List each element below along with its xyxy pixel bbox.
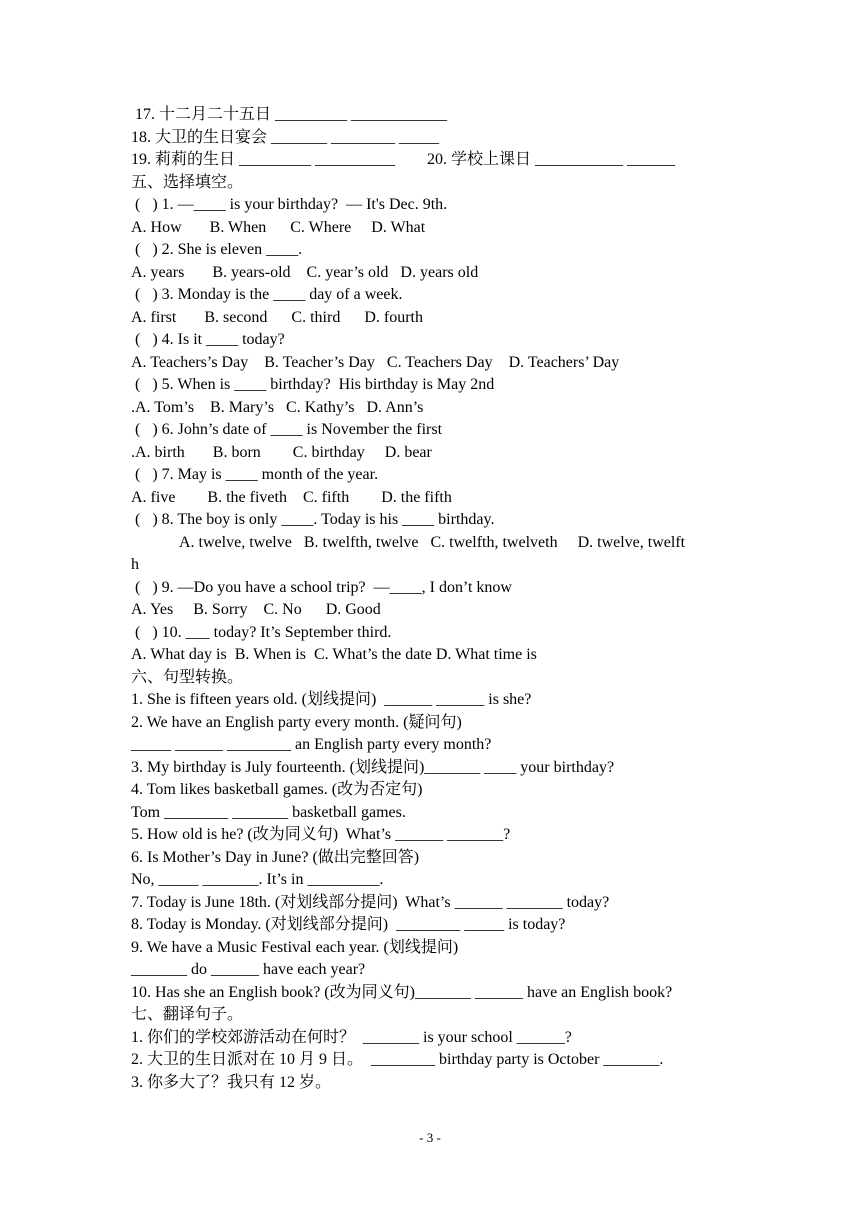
mc-options-4: A. Teachers’s Day B. Teacher’s Day C. Teachers Day D. Teachers’ Day — [131, 353, 620, 371]
transform-7: 7. Today is June 18th. (对划线部分提问) What’s ______ _______ today? — [131, 893, 610, 911]
page-number: - 3 - — [419, 1130, 441, 1145]
mc-question-3: ( ) 3. Monday is the ____ day of a week. — [135, 286, 403, 303]
transform-3: 3. My birthday is July fourteenth. (划线提问)_______ ____ your birthday? — [131, 758, 615, 776]
mc-options-10: A. What day is B. When is C. What’s the date D. What time is — [131, 646, 537, 663]
mc-options-6: .A. birth B. born C. birthday D. bear — [131, 443, 432, 461]
mc-question-9: ( ) 9. —Do you have a school trip? —____, I don’t know — [135, 578, 512, 596]
item-17: 17. 十二月二十五日 _________ ____________ — [135, 106, 448, 123]
transform-2: 2. We have an English party every month. (疑问句) — [131, 713, 462, 731]
transform-9: 9. We have a Music Festival each year. (划线提问) — [131, 938, 459, 956]
translate-3: 3. 你多大了？我只有 12 岁。 — [131, 1073, 332, 1091]
transform-4-answer: Tom ________ _______ basketball games. — [131, 803, 406, 821]
section-7-heading: 七、翻译句子。 — [131, 1006, 244, 1023]
mc-options-1: A. How B. When C. Where D. What — [131, 218, 426, 236]
mc-question-5: ( ) 5. When is ____ birthday? His birthday is May 2nd — [135, 376, 495, 393]
transform-2-answer: _____ ______ ________ an English party every month? — [131, 736, 492, 753]
mc-question-7: ( ) 7. May is ____ month of the year. — [135, 466, 379, 483]
transform-1: 1. She is fifteen years old. (划线提问) ______ ______ is she? — [131, 691, 532, 708]
mc-options-7: A. five B. the fiveth C. fifth D. the fifth — [131, 488, 452, 506]
transform-8: 8. Today is Monday. (对划线部分提问) ________ _____ is today? — [131, 916, 566, 933]
item-19-20: 19. 莉莉的生日 _________ __________ 20. 学校上课日 ___________ ______ — [131, 151, 676, 168]
translate-2: 2. 大卫的生日派对在 10 月 9 日。 ________ birthday party is October _______. — [131, 1051, 664, 1068]
item-18: 18. 大卫的生日宴会 _______ ________ _____ — [131, 128, 440, 146]
transform-10: 10. Has she an English book? (改为同义句)_______ ______ have an English book? — [131, 983, 673, 1001]
transform-6: 6. Is Mother’s Day in June? (做出完整回答) — [131, 848, 420, 866]
section-5-heading: 五、选择填空。 — [131, 173, 244, 191]
mc-question-10: ( ) 10. ___ today? It’s September third. — [135, 623, 392, 641]
mc-question-1: ( ) 1. —____ is your birthday? — It's Dec. 9th. — [135, 196, 448, 213]
mc-options-2: A. years B. years-old C. year’s old D. years old — [131, 263, 479, 281]
mc-question-8: ( ) 8. The boy is only ____. Today is his ____ birthday. — [135, 511, 495, 528]
transform-5: 5. How old is he? (改为同义句) What’s ______ _______? — [131, 826, 511, 843]
transform-4: 4. Tom likes basketball games. (改为否定句) — [131, 781, 423, 798]
mc-options-8: A. twelve, twelve B. twelfth, twelve C. twelfth, twelveth D. twelve, twelft — [179, 533, 686, 551]
mc-question-4: ( ) 4. Is it ____ today? — [135, 331, 285, 348]
mc-options-5: .A. Tom’s B. Mary’s C. Kathy’s D. Ann’s — [131, 398, 424, 416]
transform-6-answer: No, _____ _______. It’s in _________. — [131, 871, 384, 888]
mc-question-6: ( ) 6. John’s date of ____ is November the first — [135, 421, 443, 438]
translate-1: 1. 你们的学校郊游活动在何时？ _______ is your school ______? — [131, 1028, 572, 1046]
transform-9-answer: _______ do ______ have each year? — [131, 961, 366, 978]
mc-options-3: A. first B. second C. third D. fourth — [131, 308, 423, 326]
mc-options-8-wrap: h — [131, 556, 139, 573]
mc-question-2: ( ) 2. She is eleven ____. — [135, 241, 303, 258]
section-6-heading: 六、句型转换。 — [131, 668, 244, 686]
mc-options-9: A. Yes B. Sorry C. No D. Good — [131, 601, 381, 618]
